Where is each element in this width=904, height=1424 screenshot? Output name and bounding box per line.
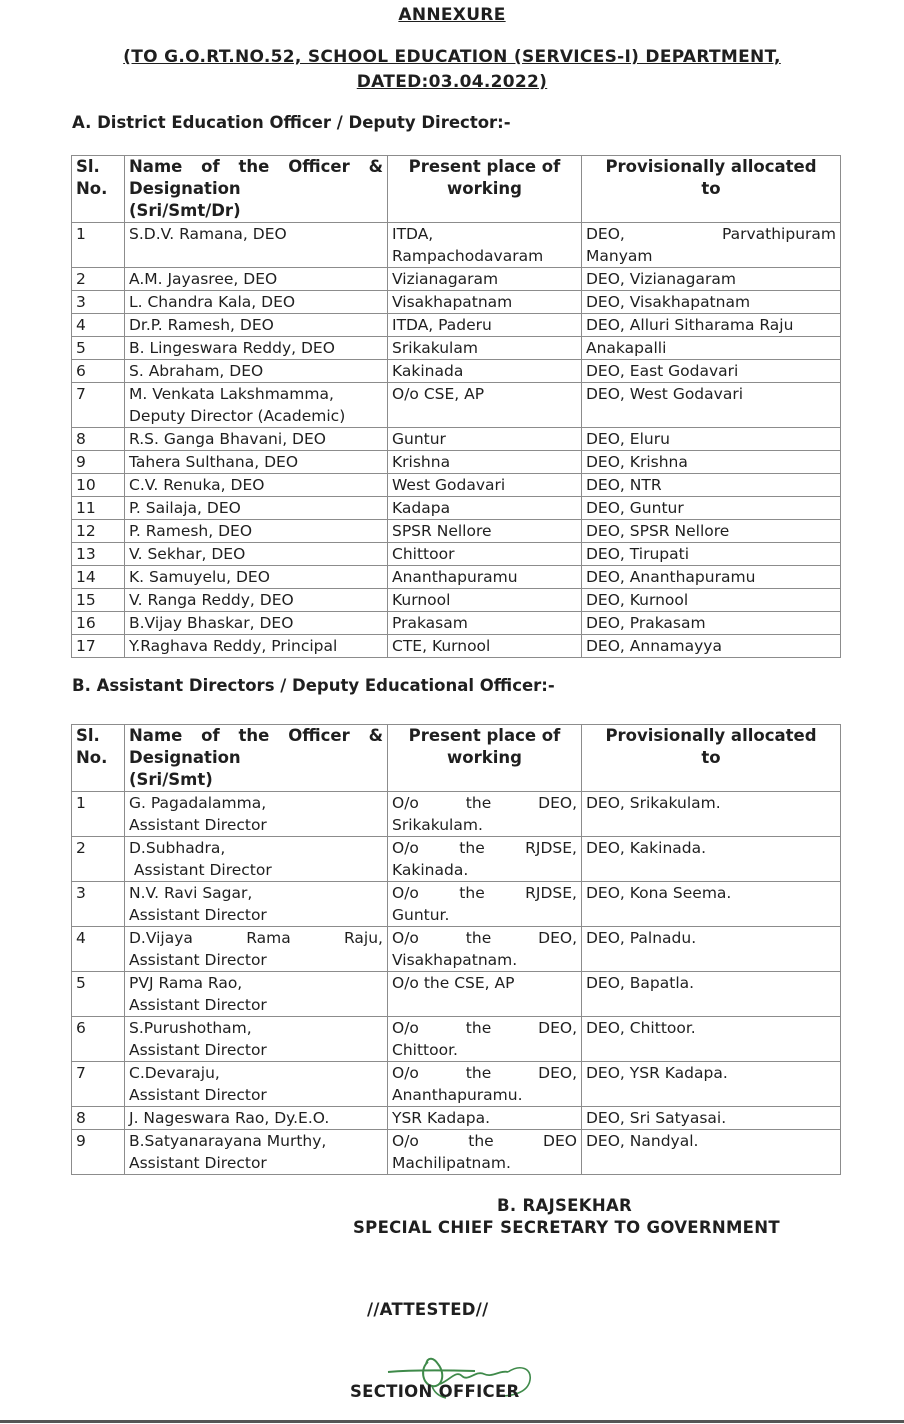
cell-allocated-to: DEO, SPSR Nellore [582,520,841,543]
cell-allocated-to: DEO, YSR Kadapa. [582,1062,841,1107]
table-row [72,428,841,451]
cell-officer-name: J. Nageswara Rao, Dy.E.O. [125,1107,388,1130]
cell-allocated-to: DEO, Ananthapuramu [582,566,841,589]
table-row [72,1130,841,1175]
assistant-director-allocation-table [71,724,841,1175]
cell-allocated-to: DEO, Srikakulam. [582,792,841,837]
table-row [72,314,841,337]
annexure-title: ANNEXURE [398,5,506,25]
table-row [72,882,841,927]
cell-officer-name: L. Chandra Kala, DEO [125,291,388,314]
cell-officer-name: D.Vijaya Rama Raju, Assistant Director [125,927,388,972]
go-reference-line-1: (TO G.O.RT.NO.52, SCHOOL EDUCATION (SERVICES-I) DEPARTMENT, [123,47,781,67]
table-header-row [72,725,841,792]
cell-present-place: Vizianagaram [388,268,582,291]
table-row [72,1017,841,1062]
cell-allocated-to: DEO, Annamayya [582,635,841,658]
cell-sl-no: 12 [72,520,125,543]
cell-officer-name: Y.Raghava Reddy, Principal [125,635,388,658]
table-row [72,612,841,635]
table-row [72,337,841,360]
cell-present-place: O/o the RJDSE, Guntur. [388,882,582,927]
table-row [72,1062,841,1107]
table-row [72,972,841,1017]
cell-sl-no: 5 [72,972,125,1017]
cell-present-place: Chittoor [388,543,582,566]
cell-sl-no: 5 [72,337,125,360]
section-b-heading: B. Assistant Directors / Deputy Educational Officer:- [72,676,555,695]
cell-present-place: YSR Kadapa. [388,1107,582,1130]
header-sl-no: Sl. No. [72,156,125,223]
cell-sl-no: 10 [72,474,125,497]
cell-present-place: Ananthapuramu [388,566,582,589]
cell-allocated-to: DEO, NTR [582,474,841,497]
cell-officer-name: P. Sailaja, DEO [125,497,388,520]
cell-officer-name: S.Purushotham, Assistant Director [125,1017,388,1062]
cell-allocated-to: DEO, Prakasam [582,612,841,635]
header-officer-name: Name of the Officer & Designation (Sri/Smt/Dr) [125,156,388,223]
cell-allocated-to: DEO, Guntur [582,497,841,520]
cell-allocated-to: DEO, Alluri Sitharama Raju [582,314,841,337]
cell-present-place: O/o the RJDSE, Kakinada. [388,837,582,882]
table-row [72,360,841,383]
table-row [72,1107,841,1130]
cell-officer-name: P. Ramesh, DEO [125,520,388,543]
cell-allocated-to: DEO, Krishna [582,451,841,474]
cell-allocated-to: DEO, Sri Satyasai. [582,1107,841,1130]
header-officer-name: Name of the Officer & Designation (Sri/Smt) [125,725,388,792]
table-row [72,566,841,589]
cell-officer-name: B. Lingeswara Reddy, DEO [125,337,388,360]
cell-officer-name: S.D.V. Ramana, DEO [125,223,388,268]
table-row [72,520,841,543]
cell-present-place: Srikakulam [388,337,582,360]
cell-allocated-to: DEO, Bapatla. [582,972,841,1017]
cell-officer-name: D.Subhadra, Assistant Director [125,837,388,882]
table-header-row [72,156,841,223]
cell-present-place: Visakhapatnam [388,291,582,314]
cell-sl-no: 16 [72,612,125,635]
table-row [72,589,841,612]
cell-officer-name: A.M. Jayasree, DEO [125,268,388,291]
cell-officer-name: K. Samuyelu, DEO [125,566,388,589]
section-officer-label: SECTION OFFICER [350,1382,520,1401]
cell-sl-no: 15 [72,589,125,612]
cell-sl-no: 9 [72,451,125,474]
cell-sl-no: 13 [72,543,125,566]
cell-sl-no: 17 [72,635,125,658]
cell-officer-name: Dr.P. Ramesh, DEO [125,314,388,337]
cell-present-place: Prakasam [388,612,582,635]
cell-officer-name: Tahera Sulthana, DEO [125,451,388,474]
cell-sl-no: 1 [72,223,125,268]
table-row [72,451,841,474]
cell-officer-name: G. Pagadalamma, Assistant Director [125,792,388,837]
cell-sl-no: 3 [72,882,125,927]
cell-sl-no: 1 [72,792,125,837]
cell-officer-name: V. Ranga Reddy, DEO [125,589,388,612]
cell-officer-name: PVJ Rama Rao, Assistant Director [125,972,388,1017]
cell-allocated-to: DEO, Nandyal. [582,1130,841,1175]
cell-present-place: O/o the DEO Machilipatnam. [388,1130,582,1175]
cell-present-place: CTE, Kurnool [388,635,582,658]
signatory-name: B. RAJSEKHAR [497,1196,633,1215]
cell-allocated-to: Anakapalli [582,337,841,360]
table-row [72,223,841,268]
table-row [72,837,841,882]
cell-sl-no: 7 [72,383,125,428]
cell-sl-no: 14 [72,566,125,589]
cell-sl-no: 7 [72,1062,125,1107]
cell-allocated-to: DEO, Chittoor. [582,1017,841,1062]
cell-present-place: SPSR Nellore [388,520,582,543]
deo-allocation-table [71,155,841,658]
table-row [72,635,841,658]
cell-present-place: West Godavari [388,474,582,497]
cell-allocated-to: DEO, Kakinada. [582,837,841,882]
cell-sl-no: 8 [72,428,125,451]
cell-present-place: Kadapa [388,497,582,520]
cell-present-place: O/o the CSE, AP [388,972,582,1017]
cell-officer-name: R.S. Ganga Bhavani, DEO [125,428,388,451]
cell-present-place: ITDA, Rampachodavaram [388,223,582,268]
header-present-place: Present place of working [388,156,582,223]
cell-present-place: Krishna [388,451,582,474]
cell-officer-name: M. Venkata Lakshmamma, Deputy Director (Academic) [125,383,388,428]
cell-allocated-to: DEO, Kona Seema. [582,882,841,927]
cell-present-place: Kurnool [388,589,582,612]
signatory-title: SPECIAL CHIEF SECRETARY TO GOVERNMENT [353,1218,780,1237]
table-row [72,291,841,314]
cell-sl-no: 6 [72,360,125,383]
cell-officer-name: B.Vijay Bhaskar, DEO [125,612,388,635]
cell-allocated-to: DEO, Palnadu. [582,927,841,972]
bottom-rule [0,1420,904,1423]
header-sl-no: Sl. No. [72,725,125,792]
table-row [72,268,841,291]
cell-allocated-to: DEO, Visakhapatnam [582,291,841,314]
cell-officer-name: C.Devaraju, Assistant Director [125,1062,388,1107]
table-row [72,543,841,566]
cell-present-place: O/o the DEO, Visakhapatnam. [388,927,582,972]
cell-sl-no: 9 [72,1130,125,1175]
cell-allocated-to: DEO, Parvathipuram Manyam [582,223,841,268]
cell-allocated-to: DEO, East Godavari [582,360,841,383]
cell-present-place: O/o CSE, AP [388,383,582,428]
cell-officer-name: V. Sekhar, DEO [125,543,388,566]
section-a-heading: A. District Education Officer / Deputy Director:- [72,113,511,132]
cell-sl-no: 2 [72,837,125,882]
cell-sl-no: 8 [72,1107,125,1130]
cell-present-place: O/o the DEO, Chittoor. [388,1017,582,1062]
cell-sl-no: 11 [72,497,125,520]
header-allocated-to: Provisionally allocated to [582,156,841,223]
go-reference-date: DATED:03.04.2022) [356,72,548,92]
table-row [72,927,841,972]
cell-sl-no: 2 [72,268,125,291]
cell-present-place: Kakinada [388,360,582,383]
table-row [72,474,841,497]
cell-allocated-to: DEO, Vizianagaram [582,268,841,291]
cell-present-place: Guntur [388,428,582,451]
cell-allocated-to: DEO, Kurnool [582,589,841,612]
cell-present-place: ITDA, Paderu [388,314,582,337]
header-present-place: Present place of working [388,725,582,792]
cell-sl-no: 6 [72,1017,125,1062]
attested-label: //ATTESTED// [367,1300,489,1319]
cell-allocated-to: DEO, West Godavari [582,383,841,428]
table-row [72,383,841,428]
table-row [72,497,841,520]
header-allocated-to: Provisionally allocated to [582,725,841,792]
cell-sl-no: 3 [72,291,125,314]
cell-officer-name: S. Abraham, DEO [125,360,388,383]
cell-allocated-to: DEO, Tirupati [582,543,841,566]
cell-officer-name: C.V. Renuka, DEO [125,474,388,497]
cell-present-place: O/o the DEO, Srikakulam. [388,792,582,837]
cell-sl-no: 4 [72,927,125,972]
cell-officer-name: N.V. Ravi Sagar, Assistant Director [125,882,388,927]
cell-allocated-to: DEO, Eluru [582,428,841,451]
cell-sl-no: 4 [72,314,125,337]
cell-officer-name: B.Satyanarayana Murthy, Assistant Director [125,1130,388,1175]
table-row [72,792,841,837]
cell-present-place: O/o the DEO, Ananthapuramu. [388,1062,582,1107]
